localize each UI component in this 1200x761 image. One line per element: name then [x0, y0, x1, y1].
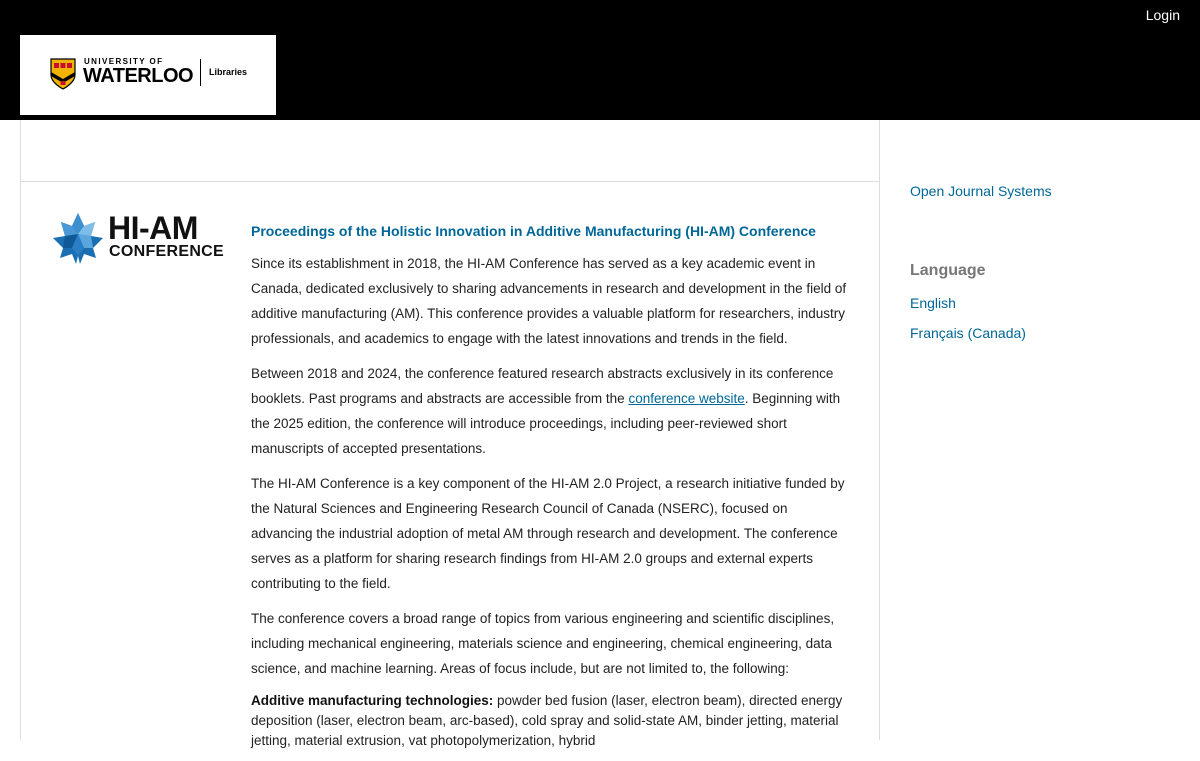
login-link[interactable]: Login	[1145, 7, 1180, 23]
logo-university-of: UNIVERSITY OF	[84, 57, 164, 66]
technologies-heading: Additive manufacturing technologies:	[251, 693, 494, 708]
hiam-conference-logo	[51, 210, 225, 266]
maple-leaf-icon	[51, 212, 105, 266]
waterloo-crest-icon	[50, 58, 76, 90]
paragraph-history-text: Between 2018 and 2024, the conference featured research abstracts exclusively in its conference booklets. Past programs and abstracts are accessible from the	[251, 366, 834, 406]
paragraph-topics: The conference covers a broad range of topics from various engineering and scientific disciplines, including mechanical engineering, materials science and engineering, chemical engineering, data science, and machine learning. Areas of focus include, but are not limited to, the following:	[251, 611, 835, 676]
page-title: Proceedings of the Holistic Innovation in Additive Manufacturing (HI-AM) Conference	[251, 223, 816, 239]
hiam-wordmark: HI-AM	[108, 210, 198, 246]
journal-description	[251, 220, 851, 761]
university-logo[interactable]	[20, 35, 276, 115]
paragraph-history	[251, 361, 851, 461]
logo-libraries: Libraries	[209, 67, 248, 77]
paragraph-project: The HI-AM Conference is a key component of the HI-AM 2.0 Project, a research initiative funded by the Natural Sciences and Engineering Research Council of Canada (NSERC), focused on advancing the industrial adoption of metal AM through research and development. The conference serves as a platform for sharing research findings from HI-AM 2.0 groups and external experts contributing to the field.	[251, 476, 845, 591]
site-header	[0, 0, 1200, 120]
paragraph-intro: Since its establishment in 2018, the HI-AM Conference has served as a key academic event in Canada, dedicated exclusively to sharing advancements in research and development in the field of additive manufacturing (AM). This conference provides a valuable platform for researchers, industry professionals, and academics to engage with the latest innovations and trends in the field.	[251, 256, 847, 346]
technologies-text: powder bed fusion (laser, electron beam), directed energy deposition (laser, electron beam, arc-based), cold spray and solid-state AM, binder jetting, material jetting, material extrusion, vat photopolymerization, hybrid	[251, 693, 843, 748]
paragraph-technologies	[251, 691, 851, 751]
sidebar	[910, 180, 1180, 352]
main-content	[20, 120, 880, 748]
hiam-subtitle: CONFERENCE	[109, 243, 225, 260]
language-french-link[interactable]: Français (Canada)	[910, 325, 1026, 341]
ojs-link[interactable]: Open Journal Systems	[910, 183, 1052, 199]
language-english-link[interactable]: English	[910, 295, 956, 311]
logo-waterloo: WATERLOO	[83, 65, 194, 87]
conference-website-link[interactable]: conference website	[628, 391, 745, 406]
paragraph-history-text-end: . Beginning with the 2025 edition, the conference will introduce proceedings, including peer-reviewed short manuscripts of accepted presentations.	[251, 391, 841, 456]
logo-separator	[200, 59, 201, 86]
content-divider	[21, 181, 879, 182]
language-heading: Language	[910, 262, 986, 279]
